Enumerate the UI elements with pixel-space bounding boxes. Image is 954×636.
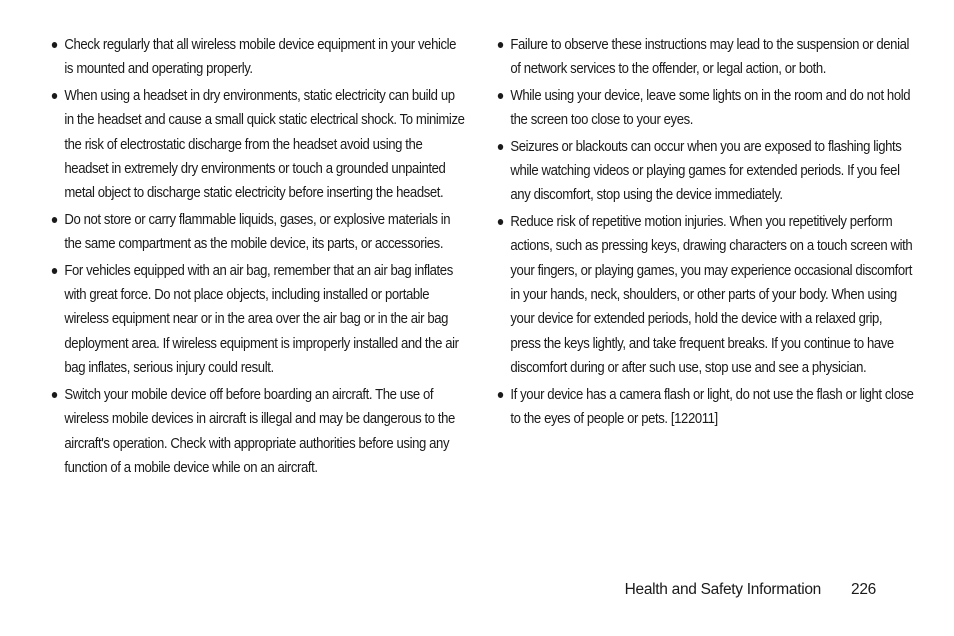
bullet-icon — [52, 268, 57, 274]
list-item — [50, 259, 466, 381]
bullet-icon — [52, 42, 57, 48]
list-item — [50, 383, 466, 481]
bullet-text: Seizures or blackouts can occur when you are exposed to flashing lights while watching videos or playing games for extended periods. If you feel any discomfort, stop using the device immediately. — [510, 138, 902, 204]
bullet-text: For vehicles equipped with an air bag, remember that an air bag inflates with great force. Do not place objects, including installed or portable wireless equipment near or in the area over the air bag or in the air bag deployment area. If wireless equipment is improperly installed and the air bag inflates, serious injury could result. — [64, 262, 459, 377]
bullet-icon — [498, 42, 503, 48]
left-column — [50, 33, 465, 482]
bullet-icon — [52, 93, 57, 99]
list-item — [496, 84, 914, 133]
bullet-text: Reduce risk of repetitive motion injuries. When you repetitively perform actions, such as pressing keys, drawing characters on a touch screen with your fingers, or playing games, you may experience occasional discomfort in your hands, neck, shoulders, or other parts of your body. When using your device for extended periods, hold the device with a relaxed grip, press the keys lightly, and take frequent breaks. If you continue to have discomfort during or after such use, stop use and see a physician. — [510, 213, 913, 377]
bullet-icon — [498, 93, 503, 99]
bullet-text: Failure to observe these instructions may lead to the suspension or denial of network services to the offender, or legal action, or both. — [510, 37, 910, 78]
list-item — [496, 383, 914, 432]
bullet-icon — [52, 217, 57, 223]
bullet-icon — [498, 144, 503, 150]
bullet-text: Switch your mobile device off before boarding an aircraft. The use of wireless mobile devices in aircraft is illegal and may be dangerous to the aircraft's operation. Check with appropriate authorities before using any function of a mobile device while on an aircraft. — [64, 386, 455, 476]
list-item — [496, 135, 914, 208]
list-item — [496, 210, 914, 381]
bullet-text: When using a headset in dry environments, static electricity can build up in the headset and cause a small quick static electrical shock. To minimize the risk of electrostatic discharge from the headset avoid using the headset in extremely dry environments or touch a grounded unpainted metal object to discharge static electricity before inserting the headset. — [64, 87, 465, 202]
right-column — [496, 33, 914, 434]
bullet-text: Do not store or carry flammable liquids, gases, or explosive materials in the same compartment as the mobile device, its parts, or accessories. — [64, 211, 451, 253]
page-number: 226 — [851, 581, 876, 598]
bullet-text: While using your device, leave some lights on in the room and do not hold the screen too close to your eyes. — [510, 87, 911, 129]
list-item — [50, 84, 466, 206]
bullet-icon — [498, 392, 503, 398]
list-item — [50, 33, 466, 82]
bullet-text: Check regularly that all wireless mobile device equipment in your vehicle is mounted and operating properly. — [64, 37, 457, 78]
list-item — [496, 33, 914, 82]
list-item — [50, 208, 466, 257]
page-footer — [0, 578, 954, 602]
bullet-icon — [498, 219, 503, 225]
bullet-text: If your device has a camera flash or light, do not use the flash or light close to the eyes of people or pets. [122011] — [510, 386, 914, 428]
footer-section-title: Health and Safety Information — [624, 581, 821, 598]
bullet-icon — [52, 392, 57, 398]
